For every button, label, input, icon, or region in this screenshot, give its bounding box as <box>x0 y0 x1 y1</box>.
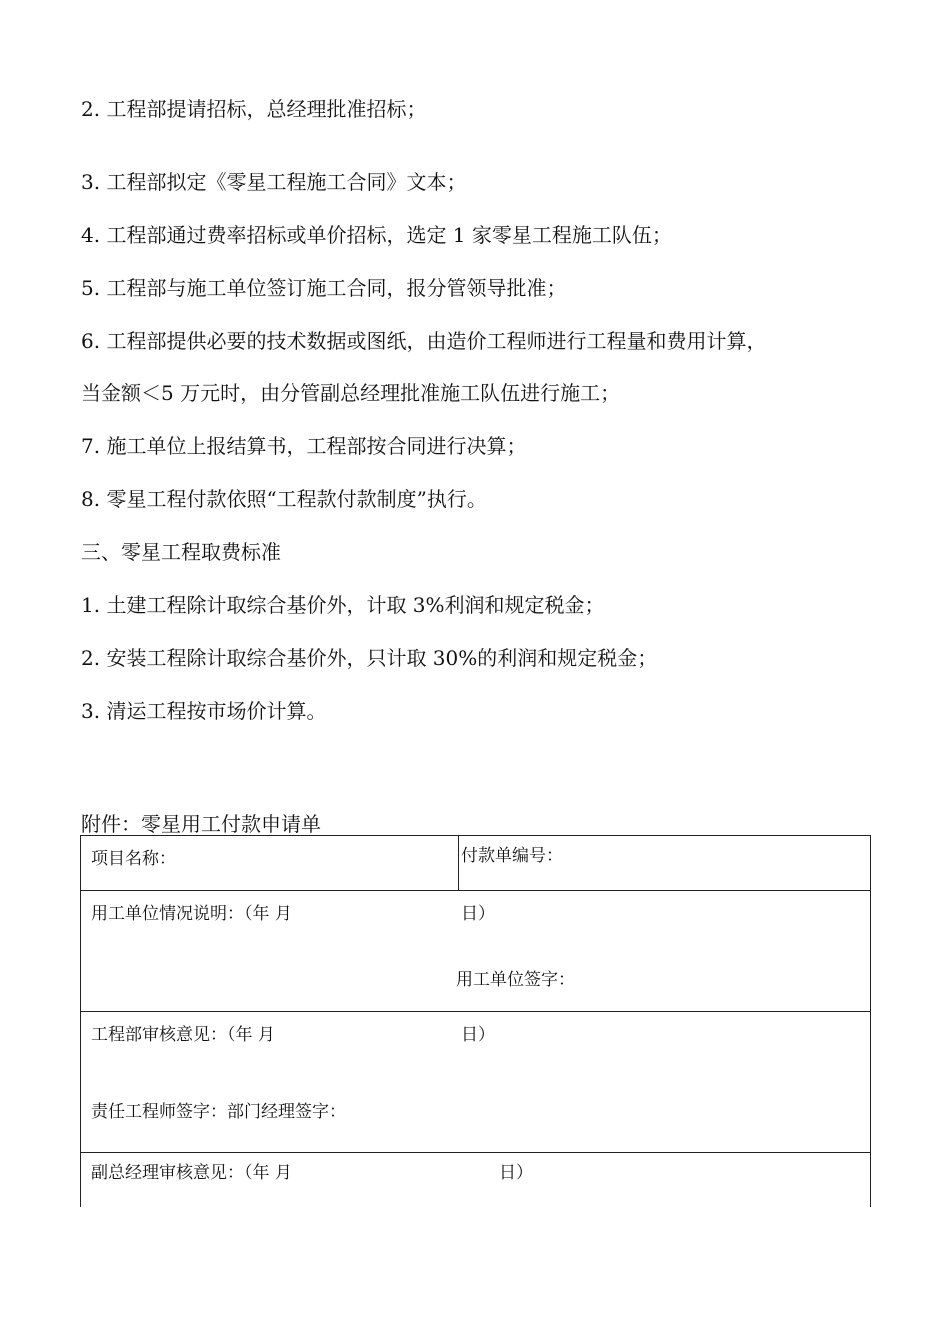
payment-request-form <box>80 835 871 1207</box>
unit-description-label: 用工单位情况说明：（年 月 <box>91 904 292 924</box>
unit-description-day: 日） <box>461 904 495 924</box>
project-name-label: 项目名称： <box>91 849 176 869</box>
paragraph-step-5: 5. 工程部与施工单位签订施工合同，报分管领导批准； <box>81 276 567 300</box>
unit-signature-label: 用工单位签字： <box>456 970 575 990</box>
attachment-title: 附件：零星用工付款申请单 <box>81 812 321 836</box>
paragraph-fee-3: 3. 清运工程按市场价计算。 <box>81 699 327 723</box>
form-row-unit-description <box>81 891 870 1012</box>
section-heading-fee-standard: 三、零星工程取费标准 <box>81 540 281 564</box>
paragraph-step-7: 7. 施工单位上报结算书，工程部按合同进行决算； <box>81 434 527 458</box>
engineering-opinion-label: 工程部审核意见：（年 月 <box>91 1025 275 1045</box>
paragraph-step-6-cont: 当金额＜5 万元时，由分管副总经理批准施工队伍进行施工； <box>81 381 621 405</box>
payment-no-label: 付款单编号： <box>461 846 563 866</box>
paragraph-fee-1: 1. 土建工程除计取综合基价外，计取 3%利润和规定税金； <box>81 593 605 617</box>
vp-opinion-day: 日） <box>499 1163 533 1183</box>
form-row-engineering-opinion <box>81 1012 870 1153</box>
paragraph-step-8: 8. 零星工程付款依照“工程款付款制度”执行。 <box>81 487 487 511</box>
paragraph-step-4: 4. 工程部通过费率招标或单价招标，选定 1 家零星工程施工队伍； <box>81 223 672 247</box>
engineer-signature-label: 责任工程师签字：部门经理签字： <box>91 1102 346 1122</box>
paragraph-step-6: 6. 工程部提供必要的技术数据或图纸，由造价工程师进行工程量和费用计算， <box>81 329 767 353</box>
engineering-opinion-day: 日） <box>461 1025 495 1045</box>
paragraph-step-2: 2. 工程部提请招标，总经理批准招标； <box>81 97 427 121</box>
form-row-vp-opinion <box>81 1153 870 1208</box>
form-row-header <box>81 836 870 891</box>
paragraph-fee-2: 2. 安装工程除计取综合基价外，只计取 30%的利润和规定税金； <box>81 646 658 670</box>
form-divider <box>458 836 459 890</box>
vp-opinion-label: 副总经理审核意见：（年 月 <box>91 1163 292 1183</box>
paragraph-step-3: 3. 工程部拟定《零星工程施工合同》文本； <box>81 170 467 194</box>
